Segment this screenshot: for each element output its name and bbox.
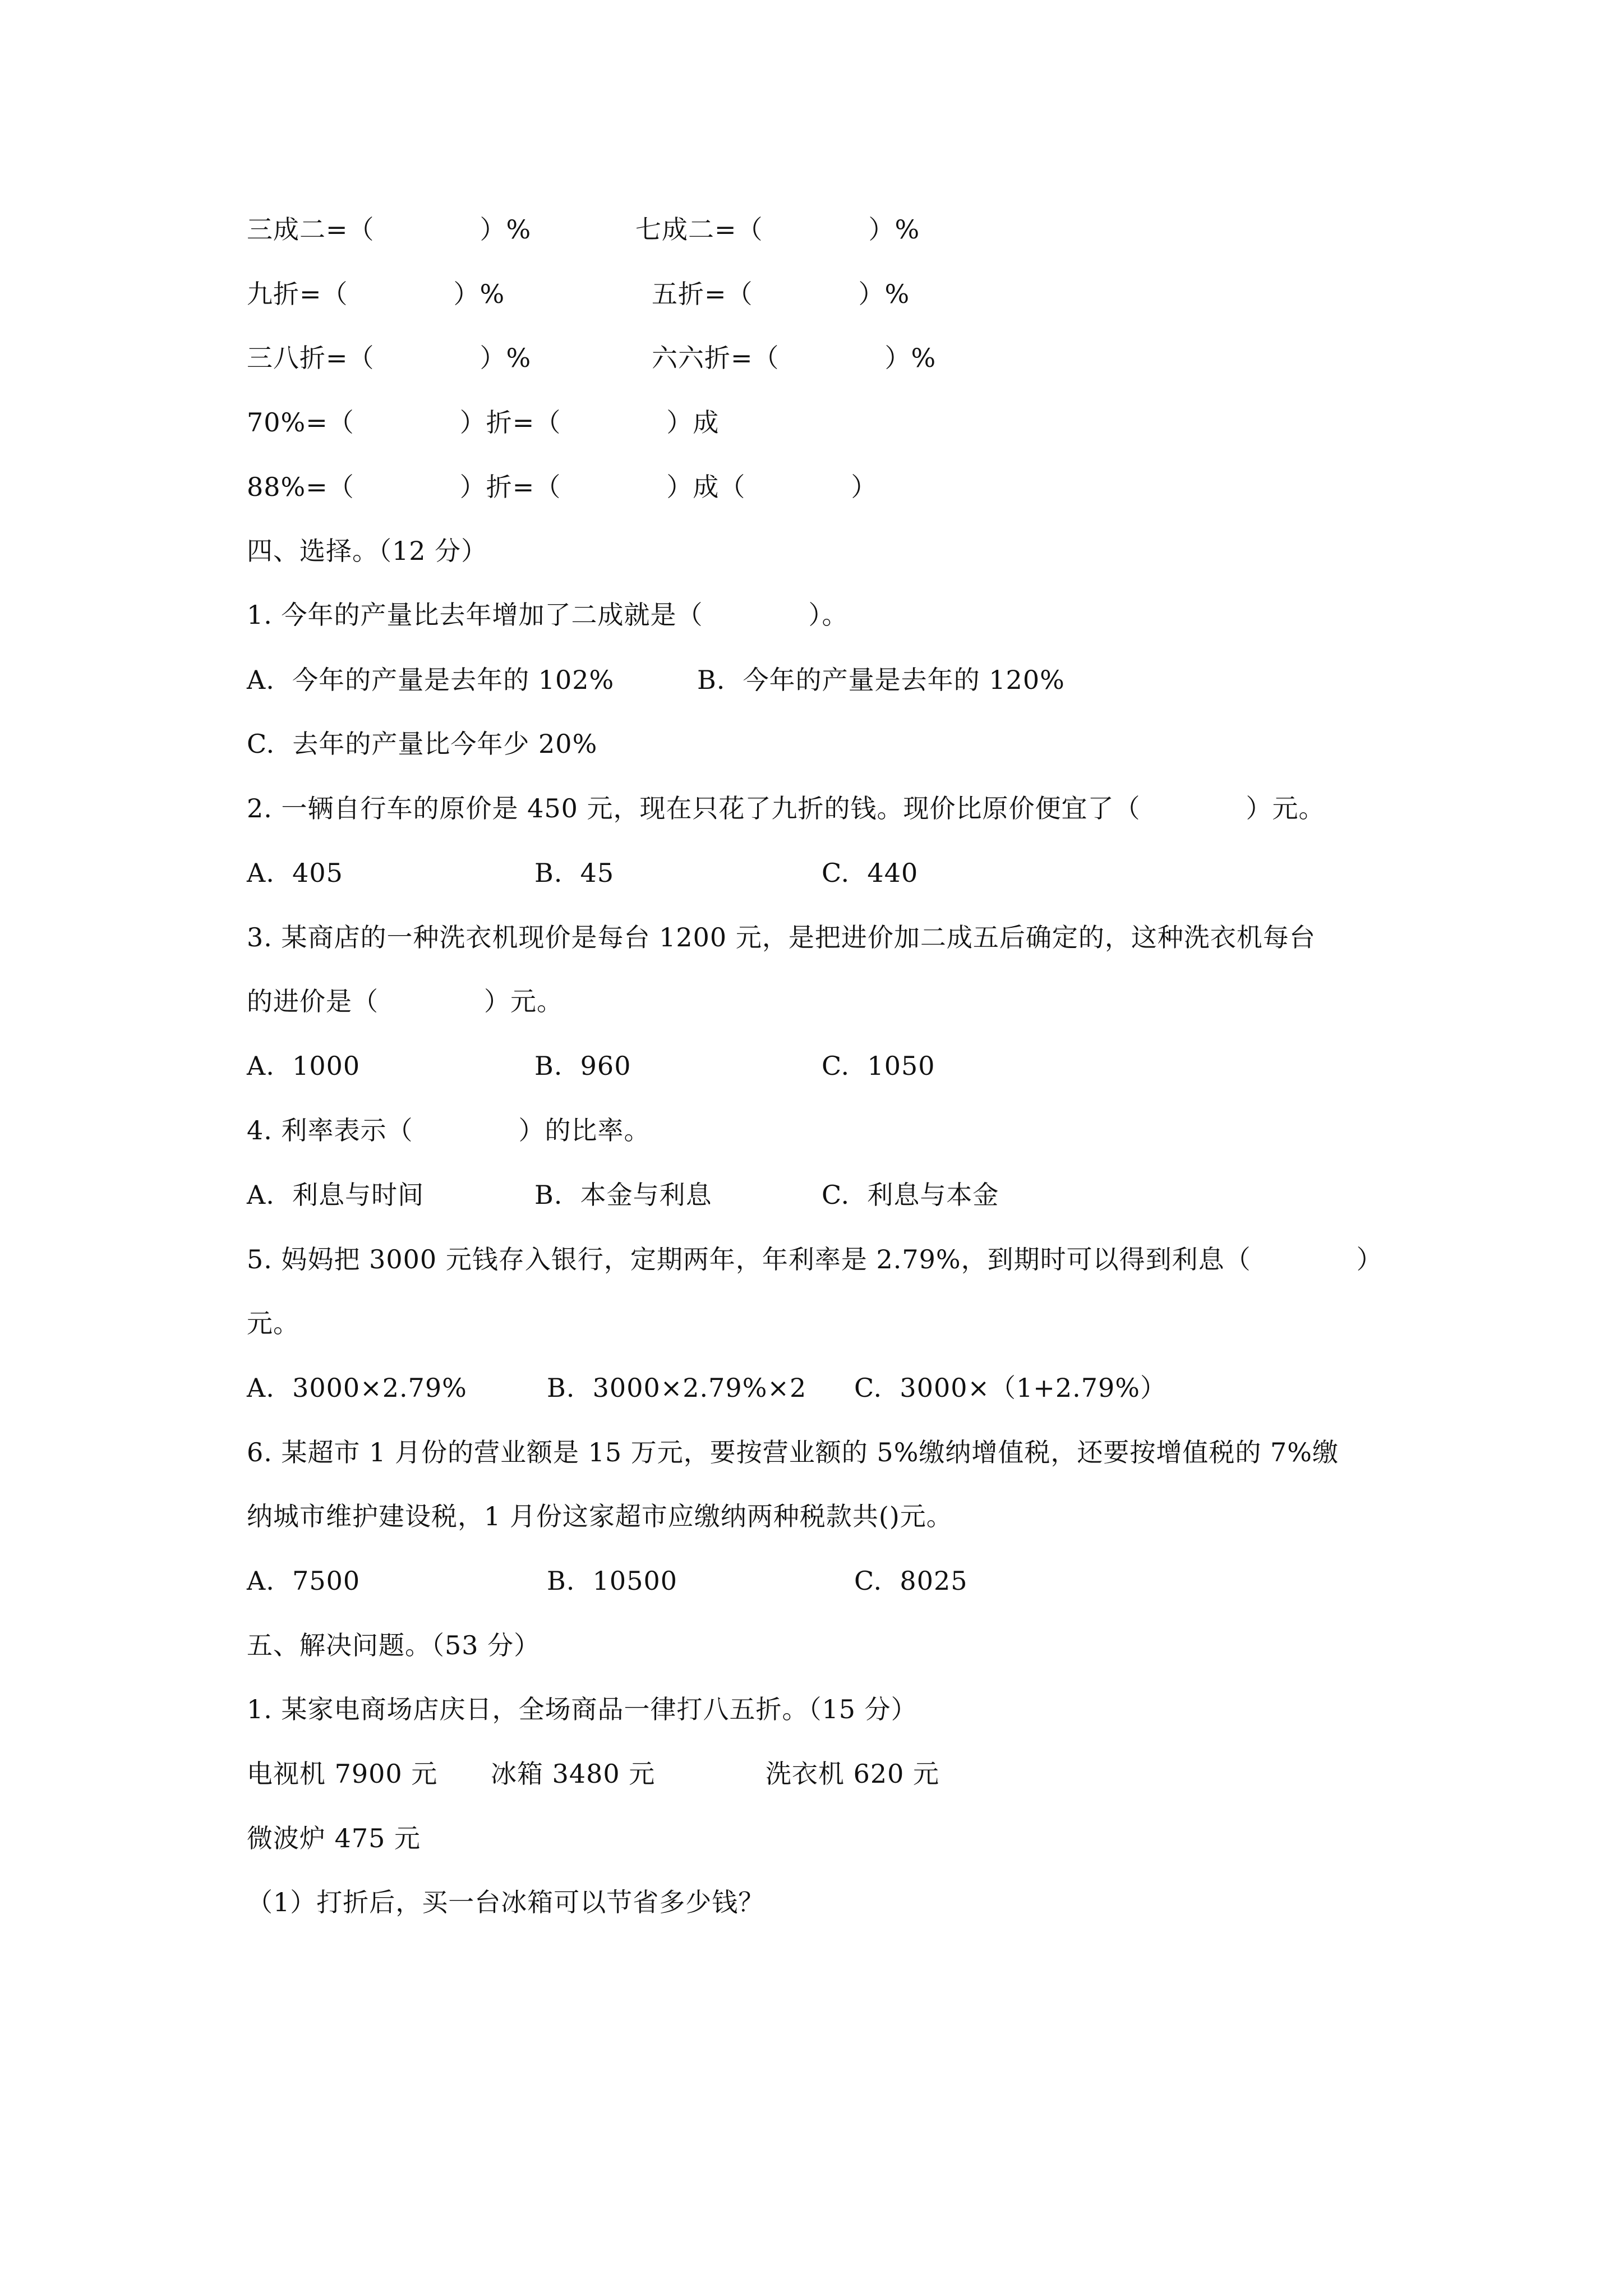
option-a: A. 3000×2.79% bbox=[247, 1373, 467, 1403]
option-b: B. 960 bbox=[534, 1051, 631, 1081]
question-5-stem-line-2: 元。 bbox=[247, 1308, 299, 1338]
conversion-left: 88%=（ ）折=（ ）成（ ） bbox=[247, 472, 878, 502]
question-5-options-row bbox=[247, 1370, 1166, 1406]
question-6-options-row bbox=[247, 1563, 968, 1599]
problem-1-stem: 1. 某家电商场店庆日，全场商品一律打八五折。（15 分） bbox=[247, 1694, 917, 1724]
option-c: C. 440 bbox=[822, 858, 919, 888]
conversion-right: 六六折=（ ）% bbox=[652, 343, 937, 373]
option-c: C. 利息与本金 bbox=[822, 1180, 999, 1210]
question-4-stem: 4. 利率表示（ ）的比率。 bbox=[247, 1115, 651, 1145]
question-3-stem-line-1: 3. 某商店的一种洗衣机现价是每台 1200 元，是把进价加二成五后确定的，这种洗衣机每台 bbox=[247, 922, 1316, 953]
question-2-stem: 2. 一辆自行车的原价是 450 元，现在只花了九折的钱。现价比原价便宜了（ ）元。 bbox=[247, 793, 1325, 823]
option-b: B. 45 bbox=[534, 858, 615, 888]
conversion-left: 三八折=（ ）% bbox=[247, 343, 532, 373]
question-5-stem-line-1: 5. 妈妈把 3000 元钱存入银行，定期两年，年利率是 2.79%，到期时可以得到利息（ ） bbox=[247, 1244, 1383, 1274]
price-item: 洗衣机 620 元 bbox=[766, 1759, 940, 1789]
conversion-row-5 bbox=[247, 469, 878, 505]
question-1-options-row bbox=[247, 726, 598, 762]
option-a: A. 405 bbox=[247, 858, 343, 888]
option-a: A. 利息与时间 bbox=[247, 1180, 425, 1210]
option-b: B. 今年的产量是去年的 120% bbox=[697, 665, 1065, 695]
conversion-row-2 bbox=[247, 276, 910, 312]
conversion-left: 三成二=（ ）% bbox=[247, 214, 532, 245]
question-3-stem-line-2: 的进价是（ ）元。 bbox=[247, 986, 563, 1016]
conversion-row-3 bbox=[247, 340, 937, 376]
section-heading-choice: 四、选择。（12 分） bbox=[247, 536, 488, 566]
question-4-options-row bbox=[247, 1177, 999, 1213]
question-1-stem: 1. 今年的产量比去年增加了二成就是（ ）。 bbox=[247, 600, 849, 630]
question-6-stem-line-1: 6. 某超市 1 月份的营业额是 15 万元，要按营业额的 5%缴纳增值税，还要按增值税的 7%缴 bbox=[247, 1437, 1339, 1467]
conversion-right: 五折=（ ）% bbox=[652, 279, 910, 309]
option-c: C. 1050 bbox=[822, 1051, 935, 1081]
question-1-options-row bbox=[247, 662, 1065, 698]
option-c: C. 3000×（1+2.79%） bbox=[854, 1373, 1166, 1403]
price-item: 微波炉 475 元 bbox=[247, 1823, 421, 1853]
price-list-row-1 bbox=[247, 1756, 940, 1792]
conversion-right: 七成二=（ ）% bbox=[635, 214, 920, 245]
question-3-options-row bbox=[247, 1048, 935, 1084]
problem-1-sub-question-1: （1）打折后，买一台冰箱可以节省多少钱？ bbox=[247, 1887, 765, 1917]
price-item: 电视机 7900 元 bbox=[247, 1759, 438, 1789]
conversion-row-1 bbox=[247, 211, 920, 247]
option-a: A. 1000 bbox=[247, 1051, 361, 1081]
option-a: A. 今年的产量是去年的 102% bbox=[247, 665, 615, 695]
option-c: C. 8025 bbox=[854, 1566, 968, 1596]
price-list-row-2 bbox=[247, 1820, 421, 1856]
conversion-left: 九折=（ ）% bbox=[247, 279, 505, 309]
conversion-left: 70%=（ ）折=（ ）成 bbox=[247, 407, 720, 438]
section-heading-problems: 五、解决问题。（53 分） bbox=[247, 1630, 541, 1660]
option-b: B. 3000×2.79%×2 bbox=[547, 1373, 807, 1403]
option-c: C. 去年的产量比今年少 20% bbox=[247, 729, 598, 759]
question-6-stem-line-2: 纳城市维护建设税，1 月份这家超市应缴纳两种税款共()元。 bbox=[247, 1501, 953, 1531]
option-b: B. 本金与利息 bbox=[534, 1180, 712, 1210]
option-b: B. 10500 bbox=[547, 1566, 678, 1596]
price-item: 冰箱 3480 元 bbox=[491, 1759, 656, 1789]
question-2-options-row bbox=[247, 855, 919, 891]
conversion-row-4 bbox=[247, 404, 720, 440]
option-a: A. 7500 bbox=[247, 1566, 361, 1596]
